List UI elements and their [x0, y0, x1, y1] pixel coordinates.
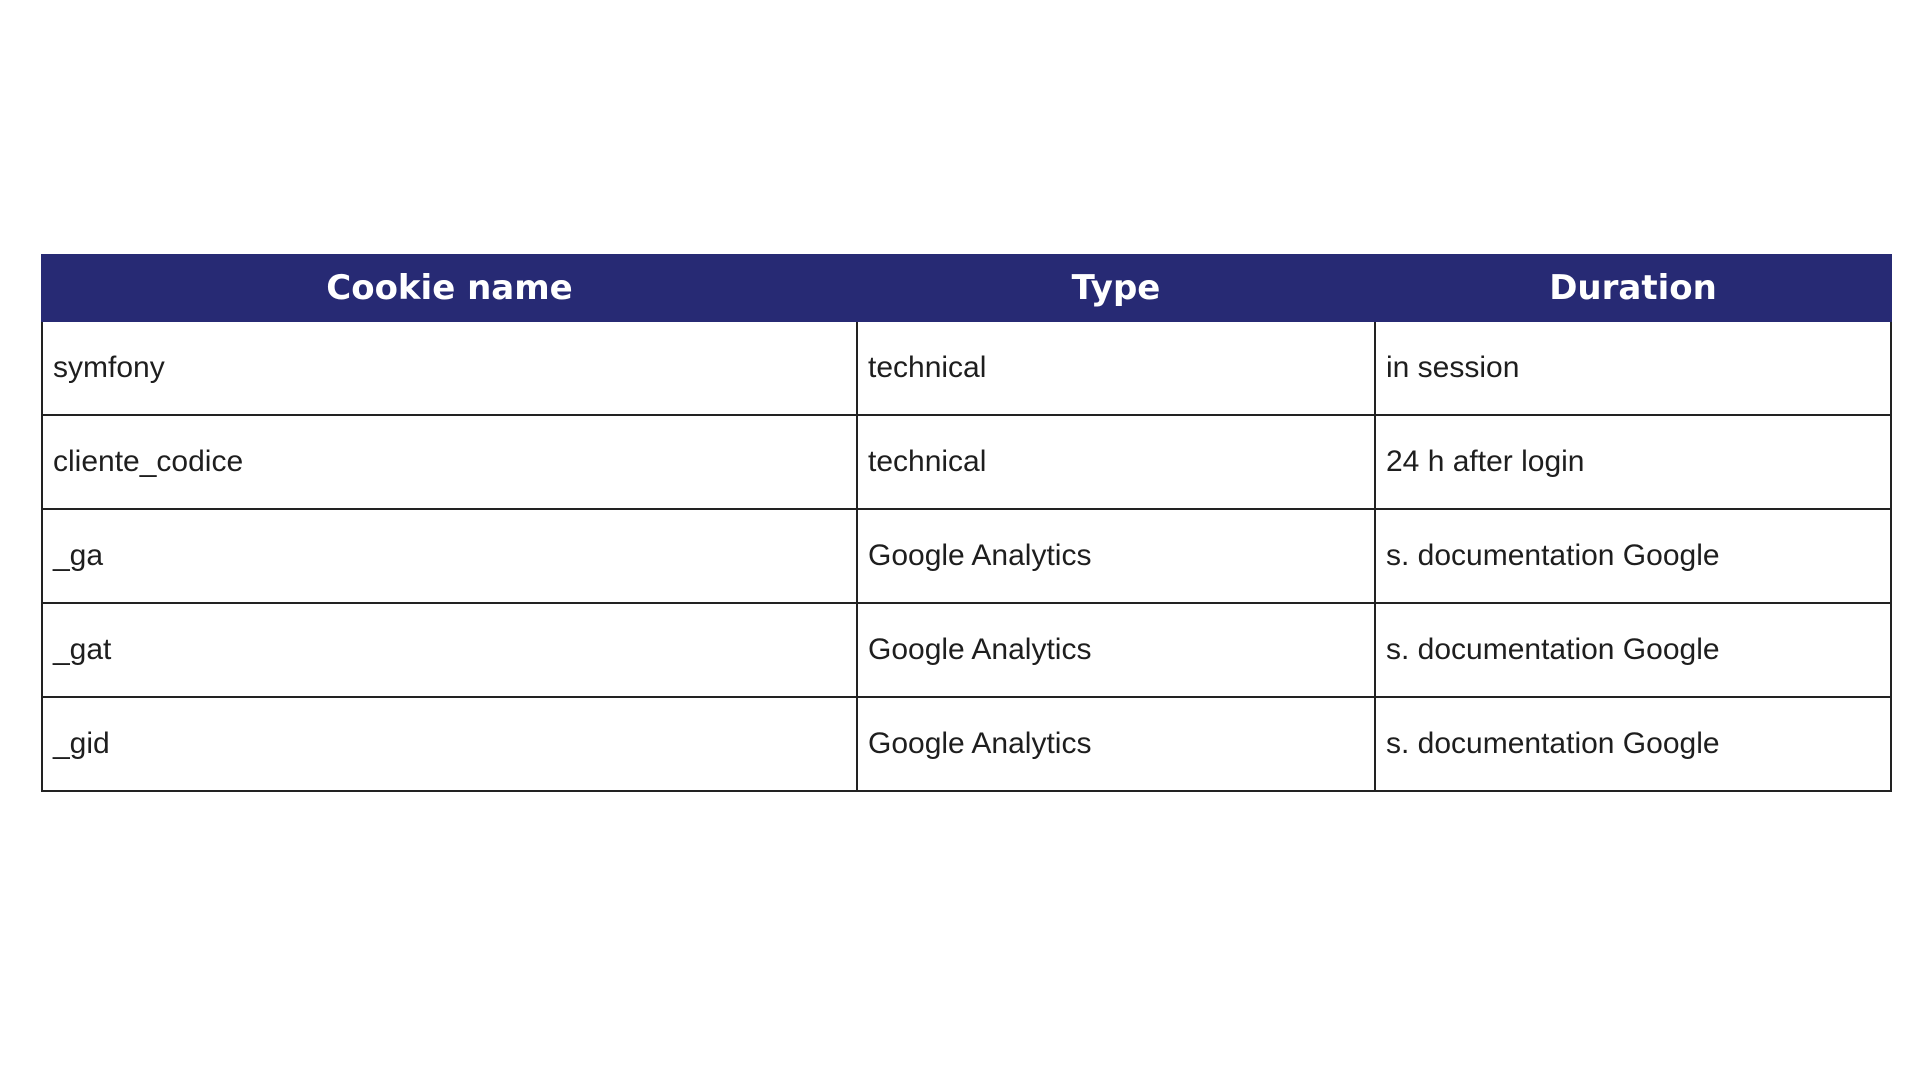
cell-type: Google Analytics [857, 509, 1375, 603]
cell-cookie-name: symfony [42, 321, 857, 415]
table-header-row [42, 255, 1891, 321]
table-row [42, 603, 1891, 697]
cell-duration: s. documentation Google [1375, 697, 1891, 791]
cell-cookie-name: _gid [42, 697, 857, 791]
table-row [42, 697, 1891, 791]
column-header-type: Type [857, 255, 1375, 321]
cell-duration: in session [1375, 321, 1891, 415]
cell-cookie-name: cliente_codice [42, 415, 857, 509]
cell-cookie-name: _ga [42, 509, 857, 603]
cell-duration: 24 h after login [1375, 415, 1891, 509]
table-body [42, 321, 1891, 791]
cell-cookie-name: _gat [42, 603, 857, 697]
cell-type: Google Analytics [857, 697, 1375, 791]
table-row [42, 509, 1891, 603]
column-header-duration: Duration [1375, 255, 1891, 321]
table-row [42, 415, 1891, 509]
table-row [42, 321, 1891, 415]
cell-type: technical [857, 415, 1375, 509]
table-header [42, 255, 1891, 321]
cell-type: Google Analytics [857, 603, 1375, 697]
cell-duration: s. documentation Google [1375, 509, 1891, 603]
cell-type: technical [857, 321, 1375, 415]
cell-duration: s. documentation Google [1375, 603, 1891, 697]
column-header-cookie-name: Cookie name [42, 255, 857, 321]
cookie-table [41, 254, 1892, 792]
